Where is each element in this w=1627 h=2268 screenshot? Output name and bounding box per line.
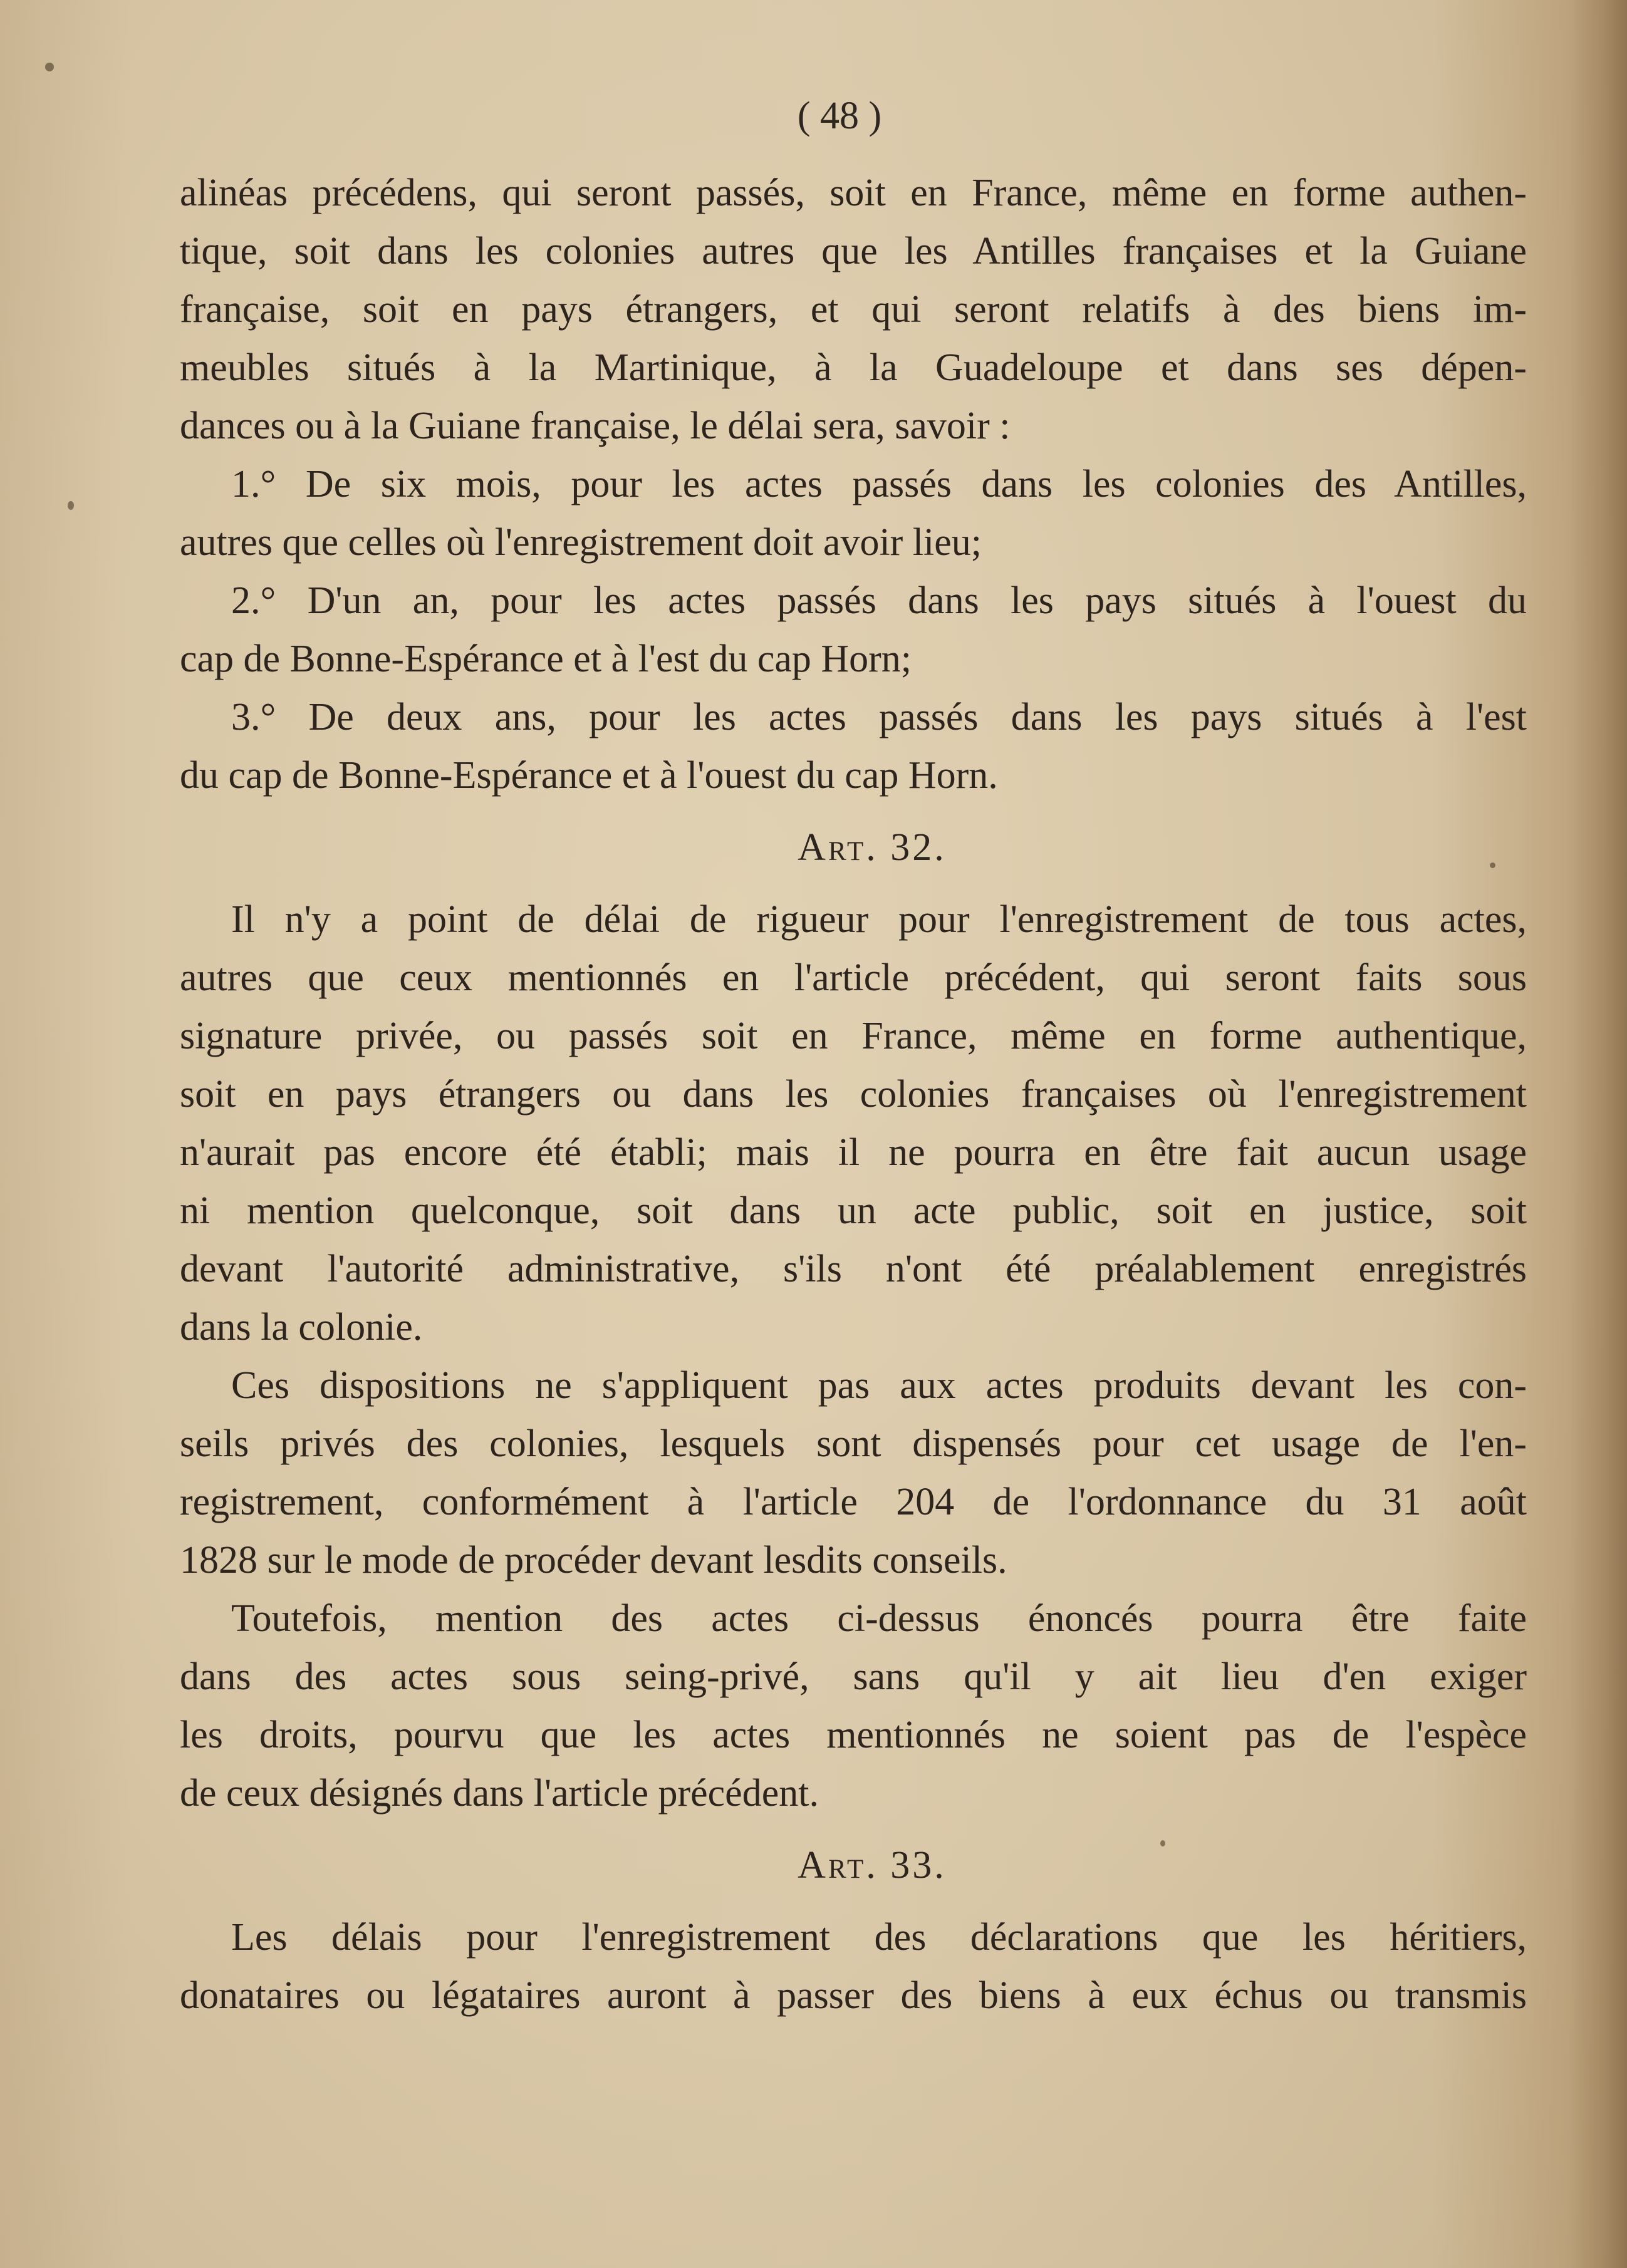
paragraph <box>180 164 1527 455</box>
article-heading: Art. 33. <box>798 1844 947 1887</box>
foxing-spot <box>45 63 54 71</box>
text-line: Il n'y a point de délai de rigueur pour l'enregistrement de tous actes, <box>231 898 1527 941</box>
text-line: 1.° De six mois, pour les actes passés dans les colonies des Antilles, <box>231 463 1527 505</box>
paragraph <box>180 1590 1527 1823</box>
text-line: Toutefois, mention des actes ci-dessus énoncés pourra être faite <box>231 1597 1527 1640</box>
text-line: signature privée, ou passés soit en France, même en forme authentique, <box>180 1015 1527 1057</box>
text-line: donataires ou légataires auront à passer des biens à eux échus ou transmis <box>180 1974 1527 2017</box>
paragraph <box>180 1908 1527 2025</box>
text-line: tique, soit dans les colonies autres que les Antilles françaises et la Guiane <box>180 230 1527 272</box>
list-item <box>180 572 1527 688</box>
paragraph <box>180 891 1527 1357</box>
text-line: 3.° De deux ans, pour les actes passés dans les pays situés à l'est <box>231 696 1527 738</box>
text-line: française, soit en pays étrangers, et qui seront relatifs à des biens im- <box>180 288 1527 331</box>
text-line: Ces dispositions ne s'appliquent pas aux actes produits devant les con- <box>231 1364 1527 1407</box>
text-line: soit en pays étrangers ou dans les colonies françaises où l'enregistrement <box>180 1073 1527 1116</box>
text-line: de ceux désignés dans l'article précédent. <box>180 1772 819 1815</box>
text-line: 2.° D'un an, pour les actes passés dans les pays situés à l'ouest du <box>231 579 1527 622</box>
text-line: ni mention quelconque, soit dans un acte public, soit en justice, soit <box>180 1189 1527 1232</box>
text-line: 1828 sur le mode de procéder devant lesdits conseils. <box>180 1539 1007 1582</box>
article-heading: Art. 32. <box>798 826 947 869</box>
text-line: dans des actes sous seing-privé, sans qu'il y ait lieu d'en exiger <box>180 1655 1527 1698</box>
text-line: dances ou à la Guiane française, le délai sera, savoir : <box>180 405 1011 447</box>
text-line: autres que ceux mentionnés en l'article précédent, qui seront faits sous <box>180 956 1527 999</box>
text-line: Les délais pour l'enregistrement des déclarations que les héritiers, <box>231 1916 1527 1959</box>
text-line: les droits, pourvu que les actes mentionnés ne soient pas de l'espèce <box>180 1714 1527 1756</box>
text-line: seils privés des colonies, lesquels sont dispensés pour cet usage de l'en- <box>180 1422 1527 1465</box>
text-line: registrement, conformément à l'article 204 de l'ordonnance du 31 août <box>180 1481 1527 1523</box>
text-line: meubles situés à la Martinique, à la Guadeloupe et dans ses dépen- <box>180 346 1527 389</box>
foxing-spot <box>68 501 74 510</box>
text-line: autres que celles où l'enregistrement doit avoir lieu; <box>180 521 982 564</box>
list-item <box>180 455 1527 572</box>
page-number: ( 48 ) <box>797 95 882 137</box>
paragraph <box>180 1357 1527 1590</box>
text-line: alinéas précédens, qui seront passés, soit en France, même en forme authen- <box>180 172 1527 214</box>
text-line: devant l'autorité administrative, s'ils n'ont été préalablement enregistrés <box>180 1248 1527 1290</box>
text-line: cap de Bonne-Espérance et à l'est du cap Horn; <box>180 638 912 680</box>
page-edge-shadow <box>1571 0 1627 2268</box>
text-line: n'aurait pas encore été établi; mais il ne pourra en être fait aucun usage <box>180 1131 1527 1174</box>
text-line: dans la colonie. <box>180 1306 423 1349</box>
list-item <box>180 688 1527 805</box>
body-text <box>180 164 1527 2025</box>
text-line: du cap de Bonne-Espérance et à l'ouest du cap Horn. <box>180 754 998 797</box>
